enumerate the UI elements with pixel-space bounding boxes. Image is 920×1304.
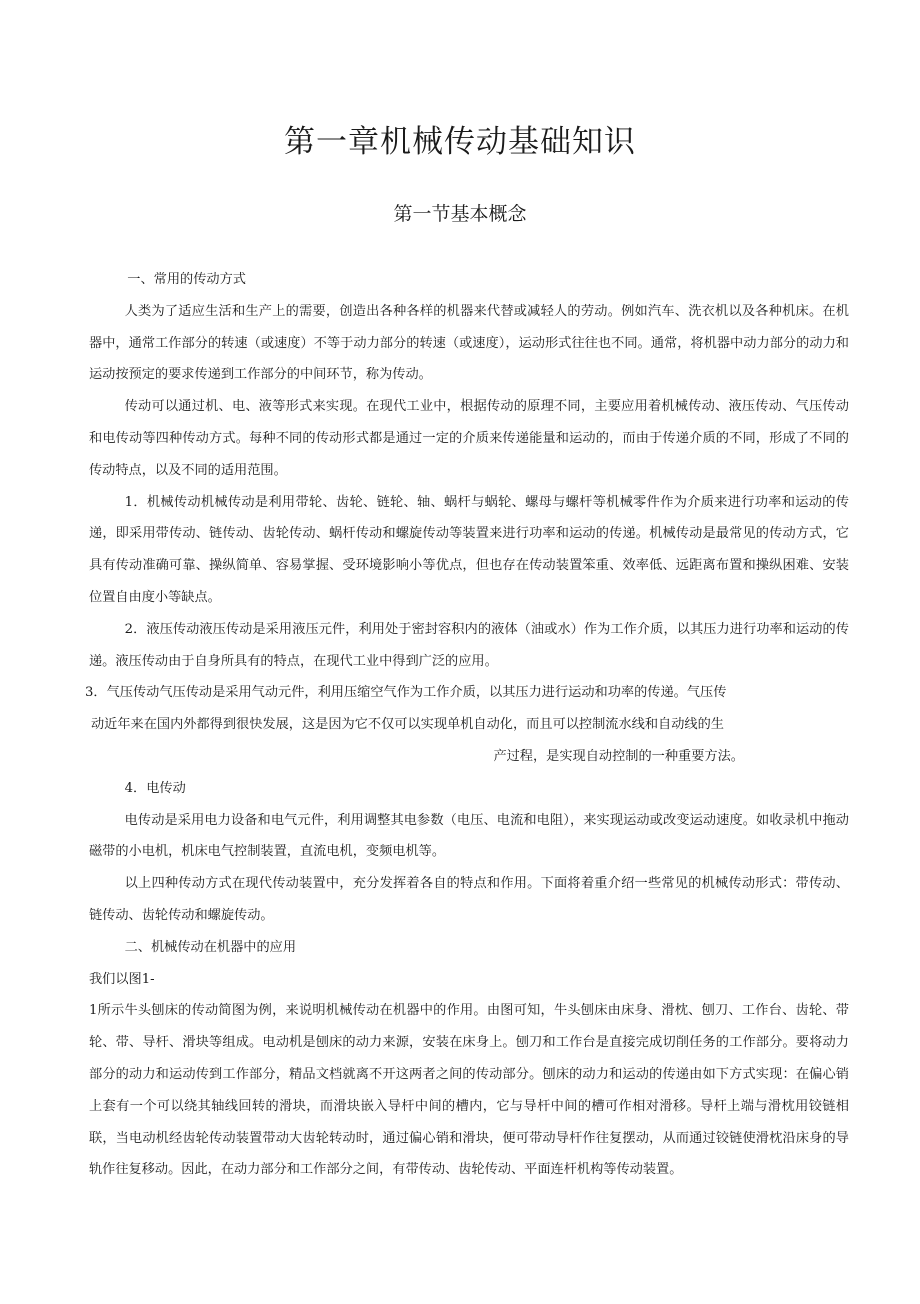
paragraph-pneumatic-line-3: 产过程，是实现自动控制的一种重要方法。 (493, 748, 744, 764)
paragraph-electric-transmission: 电传动是采用电力设备和电气元件，利用调整其电参数（电压、电流和电阻），来实现运动或改变运动速度。如收录机中拖动磁带的小电机，机床电气控制装置，直流电机，变频电机等。 (89, 812, 849, 860)
document-body (85, 264, 849, 1186)
paragraph-intro: 人类为了适应生活和生产上的需要，创造出各种各样的机器来代替或减轻人的劳动。例如汽车、洗衣机以及各种机床。在机器中，通常工作部分的转速（或速度）不等于动力部分的转速（或速度），运动形式往往也不同。通常，将机器中动力部分的动力和运动按预定的要求传递到工作部分的中间环节，称为传动。 (89, 303, 849, 383)
paragraph-summary: 以上四种传动方式在现代传动装置中，充分发挥着各自的特点和作用。下面将着重介绍一些常见的机械传动形式：带传动、链传动、齿轮传动和螺旋传动。 (89, 876, 849, 923)
paragraph-figure-ref: 我们以图1- (89, 971, 155, 987)
paragraph-hydraulic-transmission: 2．液压传动液压传动是采用液压元件，利用处于密封容积内的液体（油或水）作为工作介质，以其压力进行功率和运动的传递。液压传动由于自身所具有的特点，在现代工业中得到广泛的应用。 (89, 621, 849, 669)
heading-machine-application: 二、机械传动在机器中的应用 (124, 939, 297, 955)
section-title: 第一节基本概念 (393, 203, 527, 225)
heading-electric-transmission: 4．电传动 (124, 780, 186, 796)
paragraph-pneumatic-line-2: 动近年来在国内外都得到很快发展，这是因为它不仅可以实现单机自动化，而且可以控制流水线和自动线的生 (91, 717, 724, 733)
paragraph-pneumatic-line-1: 3．气压传动气压传动是采用气动元件，利用压缩空气作为工作介质，以其压力进行运动和功率的传递。气压传 (85, 685, 727, 701)
paragraph-transmission-types: 传动可以通过机、电、液等形式来实现。在现代工业中，根据传动的原理不同，主要应用着机械传动、液压传动、气压传动和电传动等四种传动方式。每种不同的传动形式都是通过一定的介质来传递能量和运动的，而由于传递介质的不同，形成了不同的传动特点，以及不同的适用范围。 (89, 399, 849, 478)
paragraph-mechanical-transmission: 1．机械传动机械传动是利用带轮、齿轮、链轮、轴、蜗杆与蜗轮、螺母与螺杆等机械零件作为介质来进行功率和运动的传递，即采用带传动、链传动、齿轮传动、蜗杆传动和螺旋传动等装置来进行功率和运动的传递。机械传动是最常见的传动方式，它具有传动准确可靠、操纵简单、容易掌握、受环境影响小等优点，但也存在传动装置笨重、效率低、远距离布置和操纵困难、安装位置自由度小等缺点。 (89, 494, 849, 605)
heading-transmission-methods: 一、常用的传动方式 (127, 272, 246, 287)
paragraph-planer-example: 1所示牛头刨床的传动简图为例，来说明机械传动在机器中的作用。由图可知，牛头刨床由床身、滑枕、刨刀、工作台、齿轮、带轮、带、导杆、滑块等组成。电动机是刨床的动力来源，安装在床身上。刨刀和工作台是直接完成切削任务的工作部分。要将动力部分的动力和运动传到工作部分，精品文档就离不开这两者之间的传动部分。刨床的动力和运动的传递由如下方式实现：在偏心销上套有一个可以绕其轴线回转的滑块，而滑块嵌入导杆中间的槽内，它与导杆中间的槽可作相对滑移。导杆上端与滑枕用铰链相联，当电动机经齿轮传动装置带动大齿轮转动时，通过偏心销和滑块，便可带动导杆作往复摆动，从而通过铰链使滑枕沿床身的导轨作往复移动。因此，在动力部分和工作部分之间，有带传动、齿轮传动、平面连杆机构等传动装置。 (89, 1003, 849, 1178)
chapter-title: 第一章机械传动基础知识 (284, 124, 636, 160)
